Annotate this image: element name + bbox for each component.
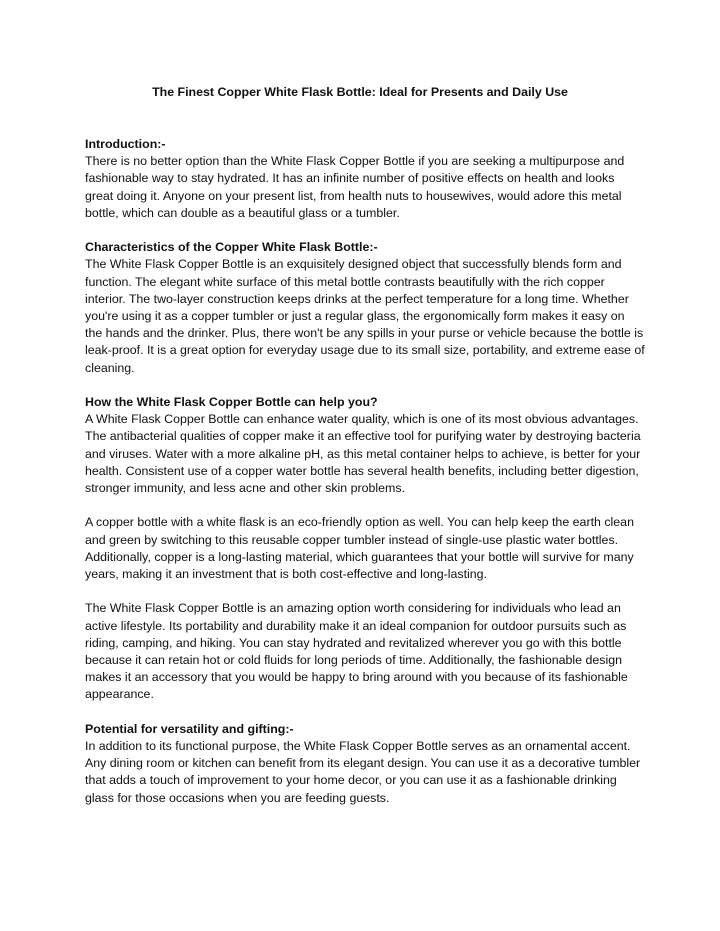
- section-heading: How the White Flask Copper Bottle can help you?: [85, 395, 378, 410]
- section-benefits: [85, 394, 645, 704]
- document-title: The Finest Copper White Flask Bottle: Ideal for Presents and Daily Use: [152, 85, 568, 99]
- section-paragraph: There is no better option than the White Flask Copper Bottle if you are seeking a multipurpose and fashionable way to stay hydrated. It has an infinite number of positive effects on health and looks great doing it. Anyone on your present list, from health nuts to housewives, would adore this metal bottle, which can double as a beautiful glass or a tumbler.: [85, 154, 625, 220]
- section-paragraph: A copper bottle with a white flask is an eco-friendly option as well. You can help keep the earth clean and green by switching to this reusable copper tumbler instead of single-use plastic water bottles. Additionally, copper is a long-lasting material, which guarantees that your bottle will survive for many years, making it an investment that is both cost-effective and long-lasting.: [85, 515, 634, 582]
- section-characteristics: [85, 239, 645, 377]
- section-paragraph: In addition to its functional purpose, the White Flask Copper Bottle serves as an ornamental accent. Any dining room or kitchen can benefit from its elegant design. You can use it as a decorative tumbler that adds a touch of improvement to your home decor, or you can use it as a fashionable drinking glass for those occasions when you are feeding guests.: [85, 739, 641, 805]
- document-body: [85, 136, 645, 824]
- section-versatility-gifting: [85, 721, 645, 807]
- section-heading: Introduction:-: [85, 137, 166, 151]
- section-paragraph: A White Flask Copper Bottle can enhance water quality, which is one of its most obvious advantages. The antibacterial qualities of copper make it an effective tool for purifying water by destroying bacteria and viruses. Water with a more alkaline pH, as this metal container helps to achieve, is better for your health. Consistent use of a copper water bottle has several health benefits, including better digestion, stronger immunity, and less acne and other skin problems.: [85, 412, 641, 496]
- section-heading: Characteristics of the Copper White Flask Bottle:-: [85, 240, 378, 255]
- section-heading: Potential for versatility and gifting:-: [85, 721, 294, 736]
- section-introduction: [85, 136, 645, 222]
- section-paragraph: The White Flask Copper Bottle is an exquisitely designed object that successfully blends form and function. The elegant white surface of this metal bottle contrasts beautifully with the rich copper interior. The two-layer construction keeps drinks at the perfect temperature for a long time. Whether you're using it as a copper tumbler or just a regular glass, the ergonomically form makes it easy on the hands and the drinker. Plus, there won't be any spills in your purse or vehicle because the bottle is leak-proof. It is a great option for everyday usage due to its small size, portability, and extreme ease of cleaning.: [85, 257, 645, 375]
- section-paragraph: The White Flask Copper Bottle is an amazing option worth considering for individuals who lead an active lifestyle. Its portability and durability make it an ideal companion for outdoor pursuits such as riding, camping, and hiking. You can stay hydrated and revitalized wherever you go with this bottle because it can retain hot or cold fluids for long periods of time. Additionally, the fashionable design makes it an accessory that you would be happy to bring around with you because of its fashionable appearance.: [85, 601, 628, 702]
